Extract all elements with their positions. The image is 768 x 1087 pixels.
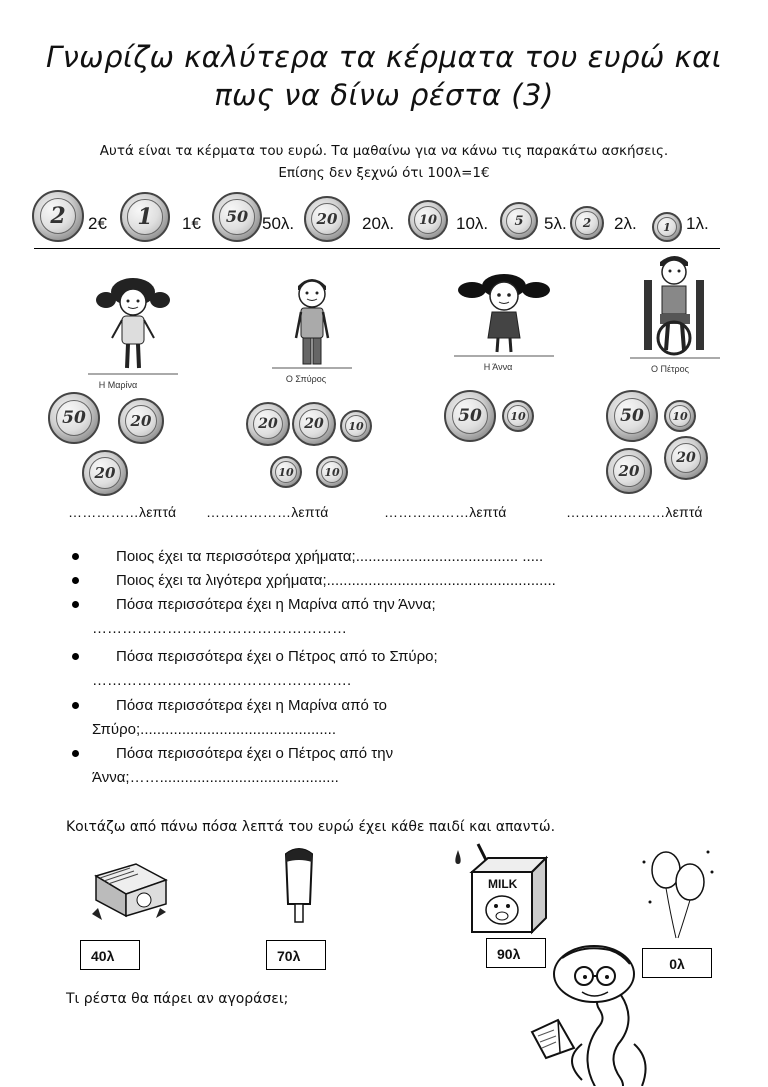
question-3: Πόσα περισσότερα έχει η Μαρίνα από την Άννα; — [116, 596, 436, 613]
ice-cream-icon — [274, 844, 324, 924]
spyros-amount-blank[interactable]: ………………λεπτά — [206, 504, 329, 520]
answer-line-4[interactable]: ……………………………………………. — [92, 672, 352, 689]
child-name-spyros: Ο Σπύρος — [285, 374, 327, 384]
title-line-1: Γνωρίζω καλύτερα τα κέρματα του ευρώ και — [45, 40, 723, 74]
price-box-milk: 90λ — [486, 938, 546, 968]
coin-20-cent-icon: 20 — [246, 402, 290, 446]
coin-20-cent-icon: 20 — [304, 196, 350, 242]
answer-line-3[interactable]: …………………………………………… — [92, 620, 347, 637]
coin-5-cent-icon: 5 — [500, 202, 538, 240]
coin-10-cent-icon: 10 — [316, 456, 348, 488]
coin-2-cent-icon: 2 — [570, 206, 604, 240]
child-name-anna: Η Άννα — [483, 362, 513, 372]
petros-amount-blank[interactable]: …………………λεπτά — [566, 504, 703, 520]
coin-10-cent-icon: 10 — [270, 456, 302, 488]
coin-50-cent-icon: 50 — [212, 192, 262, 242]
milk-carton-icon — [448, 842, 548, 940]
coin-label: 50λ. — [262, 214, 295, 233]
coin-1-cent-icon: 1 — [652, 212, 682, 242]
bullet-icon — [72, 601, 79, 608]
anna-amount-blank[interactable]: ………………λεπτά — [384, 504, 507, 520]
coin-label: 5λ. — [544, 214, 567, 233]
marina-amount-blank[interactable]: ……………λεπτά — [68, 504, 177, 520]
coin-label: 1€ — [182, 214, 201, 233]
coin-50-cent-icon: 50 — [606, 390, 658, 442]
coin-50-cent-icon: 50 — [48, 392, 100, 444]
coin-50-cent-icon: 50 — [444, 390, 496, 442]
bullet-icon — [72, 702, 79, 709]
divider-line — [34, 248, 720, 249]
bullet-icon — [72, 553, 79, 560]
coin-10-cent-icon: 10 — [664, 400, 696, 432]
coin-label: 2€ — [88, 214, 107, 233]
price-box-balloons: 0λ — [642, 948, 712, 978]
coin-10-cent-icon: 10 — [502, 400, 534, 432]
question-1[interactable]: Ποιος έχει τα περισσότερα χρήματα;....................................... ..... — [116, 548, 544, 565]
boy-spyros-icon — [272, 268, 352, 374]
child-name-marina: Η Μαρίνα — [98, 380, 138, 390]
price-box-sharpener: 40λ — [80, 940, 140, 970]
question-4: Πόσα περισσότερα έχει ο Πέτρος από το Σπύρο; — [116, 648, 438, 665]
question-5: Πόσα περισσότερα έχει η Μαρίνα από το — [116, 697, 388, 714]
coin-reference-row — [0, 0, 768, 260]
answer-line-5[interactable]: Σπύρο;............................................... — [92, 721, 337, 738]
title-line-2: πως να δίνω ρέστα (3) — [214, 78, 554, 112]
girl-marina-icon — [88, 270, 178, 380]
coin-20-cent-icon: 20 — [82, 450, 128, 496]
child-name-petros: Ο Πέτρος — [650, 364, 690, 374]
question-6: Πόσα περισσότερα έχει ο Πέτρος από την — [116, 745, 394, 762]
bullet-icon — [72, 750, 79, 757]
coin-10-cent-icon: 10 — [408, 200, 448, 240]
bullet-icon — [72, 577, 79, 584]
coin-20-cent-icon: 20 — [118, 398, 164, 444]
coin-label: 1λ. — [686, 214, 709, 233]
intro-line-1: Αυτά είναι τα κέρματα του ευρώ. Τα μαθαίνω για να κάνω τις παρακάτω ασκήσεις. — [99, 143, 669, 159]
answer-line-6[interactable]: Άννα;……........................................... — [92, 769, 339, 786]
coin-label: 20λ. — [362, 214, 395, 233]
coin-1-euro-icon: 1 — [120, 192, 170, 242]
coin-10-cent-icon: 10 — [340, 410, 372, 442]
price-box-ice-cream: 70λ — [266, 940, 326, 970]
boy-petros-wheelchair-icon — [630, 250, 720, 362]
pencil-sharpener-icon — [86, 856, 176, 926]
coin-20-cent-icon: 20 — [606, 448, 652, 494]
instruction-text: Κοιτάζω από πάνω πόσα λεπτά του ευρώ έχει κάθε παιδί και απαντώ. — [66, 819, 556, 835]
balloons-icon — [636, 842, 720, 946]
change-question: Τι ρέστα θα πάρει αν αγοράσει; — [66, 991, 289, 1007]
intro-line-2: Επίσης δεν ξεχνώ ότι 100λ=1€ — [278, 165, 490, 181]
question-2[interactable]: Ποιος έχει τα λιγότερα χρήματα;....................................................... — [116, 572, 556, 589]
coin-20-cent-icon: 20 — [664, 436, 708, 480]
bullet-icon — [72, 653, 79, 660]
coin-label: 2λ. — [614, 214, 637, 233]
reading-worm-icon — [522, 940, 676, 1086]
coin-label: 10λ. — [456, 214, 489, 233]
girl-anna-icon — [454, 268, 554, 360]
milk-label: MILK — [488, 877, 518, 891]
coin-2-euro-icon: 2 — [32, 190, 84, 242]
coin-20-cent-icon: 20 — [292, 402, 336, 446]
